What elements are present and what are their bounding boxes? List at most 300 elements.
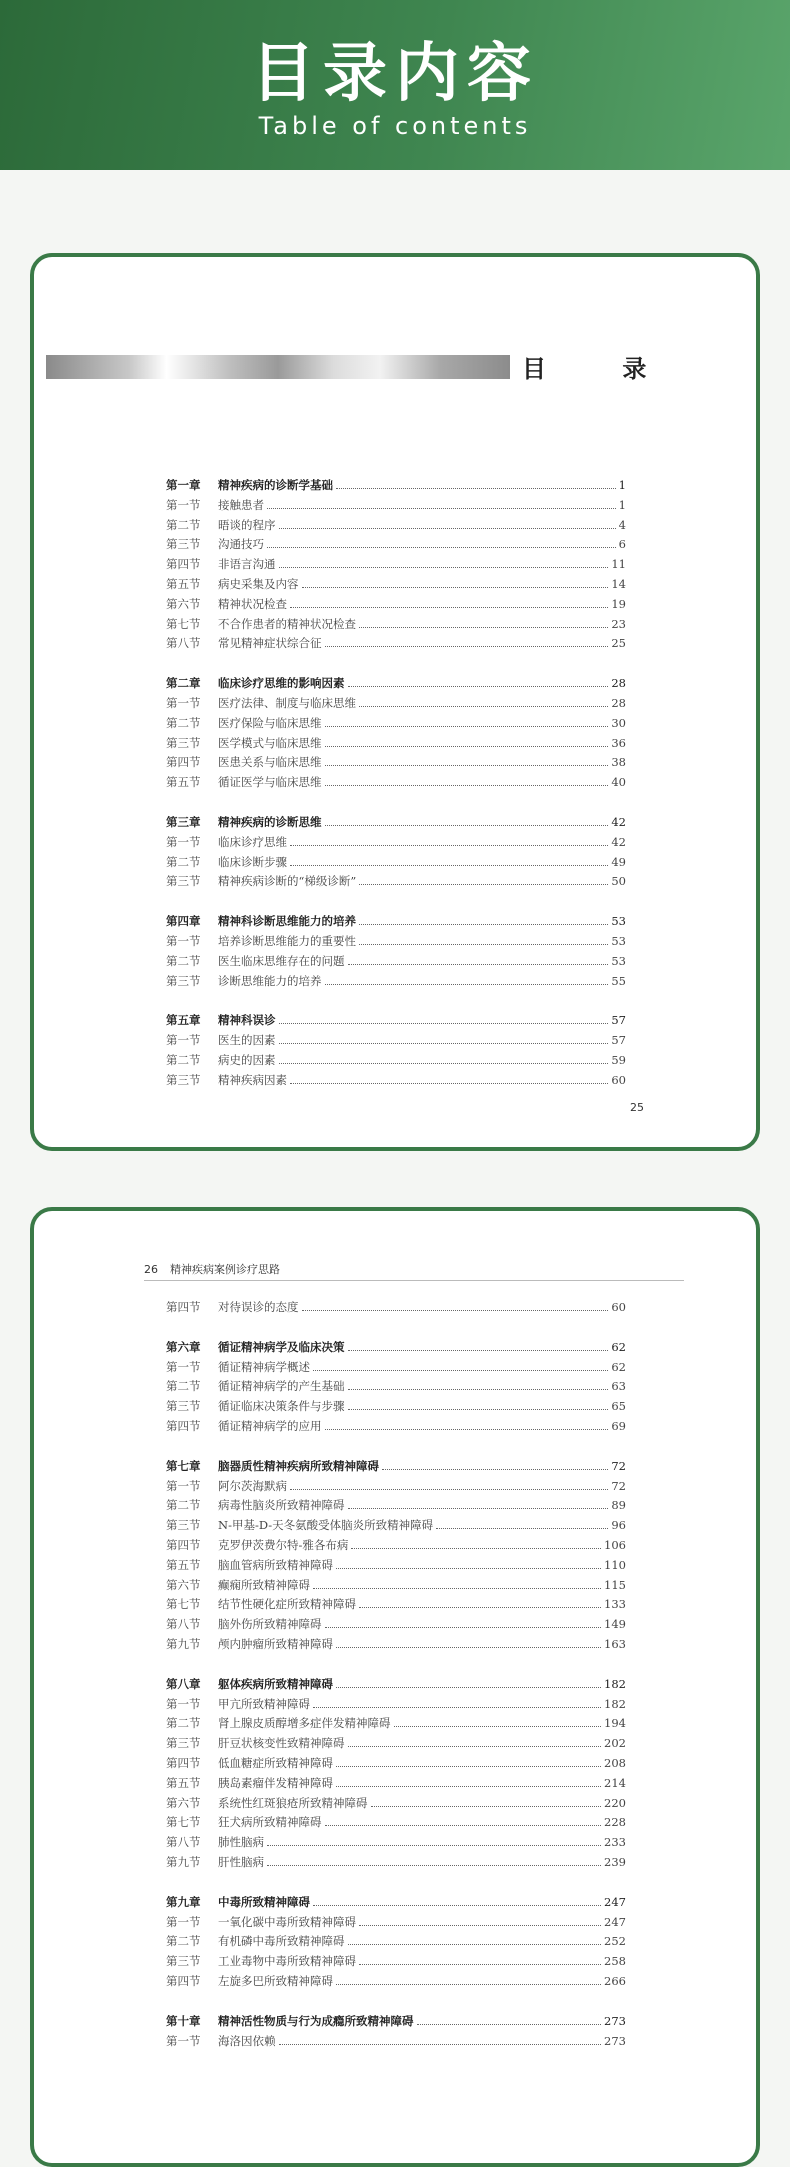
entry-page: 42	[611, 834, 626, 849]
entry-label: 第六节	[166, 1795, 201, 1810]
chapter-group	[166, 477, 626, 655]
entry-page: 28	[611, 695, 626, 710]
section-entry[interactable]	[166, 715, 626, 735]
entry-title: 对待误诊的态度	[218, 1300, 299, 1314]
entry-title: 颅内肿瘤所致精神障碍	[218, 1636, 333, 1651]
entry-label: 第六节	[166, 1577, 201, 1592]
entry-page: 266	[604, 1973, 626, 1988]
dot-leader	[279, 1063, 609, 1064]
entry-title: 接触患者	[218, 497, 264, 512]
dot-leader	[336, 1687, 601, 1688]
entry-label: 第一节	[166, 834, 201, 849]
entry-label: 第四节	[166, 1537, 201, 1552]
entry-label: 第二章	[166, 676, 201, 691]
dot-leader	[351, 1548, 601, 1549]
section-entry[interactable]	[166, 1497, 626, 1517]
toc-heading: 目 录	[522, 355, 681, 383]
dot-leader	[267, 1865, 601, 1866]
entry-label: 第四节	[166, 1300, 201, 1314]
section-entry[interactable]	[166, 576, 626, 596]
entry-title: 癫痫所致精神障碍	[218, 1577, 310, 1592]
dot-leader	[325, 726, 609, 727]
dot-leader	[359, 627, 608, 628]
entry-title: 精神科误诊	[218, 1013, 276, 1028]
entry-title: 循证医学与临床思维	[218, 775, 322, 790]
entry-page: 60	[611, 1072, 626, 1087]
entry-title: 中毒所致精神障碍	[218, 1894, 310, 1909]
section-entry[interactable]	[166, 1636, 626, 1656]
section-entry[interactable]	[166, 1359, 626, 1379]
dot-leader	[348, 1389, 609, 1390]
section-entry[interactable]	[166, 1973, 626, 1993]
entry-title: 阿尔茨海默病	[218, 1478, 287, 1493]
section-entry[interactable]	[166, 1854, 626, 1874]
dot-leader	[290, 1489, 608, 1490]
dot-leader	[313, 1707, 601, 1708]
chapter-entry[interactable]	[166, 1676, 626, 1696]
entry-page: 53	[611, 953, 626, 968]
entry-page: 233	[604, 1835, 626, 1850]
entry-page: 1	[618, 478, 626, 492]
entry-label: 第四节	[166, 1418, 201, 1433]
banner-title: 目录内容	[251, 37, 539, 111]
entry-title: 沟通技巧	[218, 537, 264, 552]
entry-label: 第八章	[166, 1676, 201, 1691]
entry-label: 第二节	[166, 517, 201, 532]
chapter-group	[166, 1894, 626, 1993]
entry-label: 第二节	[166, 854, 201, 869]
section-entry[interactable]	[166, 834, 626, 854]
entry-page: 273	[604, 2013, 626, 2028]
entry-page: 40	[611, 775, 626, 790]
entry-page: 59	[611, 1052, 626, 1067]
chapter-entry[interactable]	[166, 1458, 626, 1478]
dot-leader	[336, 1786, 601, 1787]
dot-leader	[348, 1944, 602, 1945]
section-entry[interactable]	[166, 953, 626, 973]
entry-page: 62	[611, 1339, 626, 1354]
entry-title: 肺性脑病	[218, 1835, 264, 1850]
entry-page: 133	[604, 1597, 626, 1612]
entry-page: 55	[611, 973, 626, 988]
entry-page: 182	[604, 1676, 626, 1691]
entry-label: 第七节	[166, 1815, 201, 1830]
entry-title: 结节性硬化症所致精神障碍	[218, 1597, 356, 1612]
entry-title: 循证精神病学的应用	[218, 1418, 322, 1433]
entry-title: 一氧化碳中毒所致精神障碍	[218, 1914, 356, 1929]
entry-title: 精神疾病的诊断思维	[218, 814, 322, 829]
dot-leader	[313, 1905, 601, 1906]
section-entry[interactable]	[166, 1299, 626, 1319]
entry-label: 第一节	[166, 695, 201, 710]
section-entry[interactable]	[166, 616, 626, 636]
entry-page: 62	[611, 1359, 626, 1374]
dot-leader	[325, 746, 609, 747]
dot-leader	[348, 964, 609, 965]
chapter-entry[interactable]	[166, 913, 626, 933]
dot-leader	[302, 1310, 609, 1311]
entry-page: 6	[618, 537, 626, 552]
entry-page: 42	[611, 814, 626, 829]
entry-page: 30	[611, 715, 626, 730]
entry-page: 72	[611, 1458, 626, 1473]
section-entry[interactable]	[166, 1577, 626, 1597]
section-entry[interactable]	[166, 497, 626, 517]
section-entry[interactable]	[166, 536, 626, 556]
entry-title: 肾上腺皮质醇增多症伴发精神障碍	[218, 1716, 391, 1731]
dot-leader	[394, 1726, 602, 1727]
dot-leader	[313, 1370, 608, 1371]
section-entry[interactable]	[166, 1715, 626, 1735]
entry-label: 第四节	[166, 557, 201, 572]
entry-label: 第三节	[166, 1954, 201, 1969]
dot-leader	[267, 508, 616, 509]
entry-page: 38	[611, 755, 626, 770]
entry-label: 第一章	[166, 478, 201, 492]
entry-label: 第一节	[166, 2033, 201, 2048]
dot-leader	[336, 1647, 601, 1648]
entry-title: 狂犬病所致精神障碍	[218, 1815, 322, 1830]
dot-leader	[348, 1350, 609, 1351]
entry-label: 第三节	[166, 973, 201, 988]
entry-label: 第一节	[166, 1359, 201, 1374]
entry-label: 第三节	[166, 735, 201, 750]
entry-title: 精神疾病诊断的“梯级诊断”	[218, 874, 357, 889]
entry-label: 第五节	[166, 576, 201, 591]
section-entry[interactable]	[166, 1755, 626, 1775]
section-entry[interactable]	[166, 635, 626, 655]
entry-title: 海洛因依赖	[218, 2033, 276, 2048]
entry-label: 第三节	[166, 1518, 201, 1533]
entry-page: 57	[611, 1013, 626, 1028]
dot-leader	[359, 1925, 601, 1926]
entry-page: 115	[604, 1577, 626, 1592]
dot-leader	[348, 686, 609, 687]
section-entry[interactable]	[166, 754, 626, 774]
dot-leader	[325, 646, 609, 647]
entry-title: 脑外伤所致精神障碍	[218, 1617, 322, 1632]
entry-title: 精神疾病的诊断学基础	[218, 478, 333, 492]
section-entry[interactable]	[166, 1735, 626, 1755]
section-entry[interactable]	[166, 1775, 626, 1795]
section-entry[interactable]	[166, 973, 626, 993]
section-entry[interactable]	[166, 1557, 626, 1577]
section-entry[interactable]	[166, 1517, 626, 1537]
dot-leader	[279, 567, 609, 568]
dot-leader	[348, 1409, 609, 1410]
entry-label: 第一节	[166, 1914, 201, 1929]
entry-title: 脑血管病所致精神障碍	[218, 1557, 333, 1572]
entry-page: 182	[604, 1696, 626, 1711]
entry-title: 循证精神病学的产生基础	[218, 1379, 345, 1394]
entry-title: 临床诊断步骤	[218, 854, 287, 869]
chapter-entry[interactable]	[166, 1894, 626, 1914]
entry-label: 第四节	[166, 755, 201, 770]
entry-page: 247	[604, 1914, 626, 1929]
dot-leader	[279, 1043, 609, 1044]
section-entry[interactable]	[166, 1795, 626, 1815]
chapter-group	[166, 814, 626, 893]
entry-page: 96	[611, 1518, 626, 1533]
section-entry[interactable]	[166, 933, 626, 953]
dot-leader	[279, 2044, 602, 2045]
entry-title: 精神科诊断思维能力的培养	[218, 914, 356, 929]
entry-title: 医疗保险与临床思维	[218, 715, 322, 730]
entry-label: 第九节	[166, 1854, 201, 1869]
entry-title: 医患关系与临床思维	[218, 755, 322, 770]
dot-leader	[359, 944, 608, 945]
entry-title: 病毒性脑炎所致精神障碍	[218, 1498, 345, 1513]
entry-title: 工业毒物中毒所致精神障碍	[218, 1954, 356, 1969]
chapter-entry[interactable]	[166, 2013, 626, 2033]
section-entry[interactable]	[166, 1834, 626, 1854]
dot-leader	[336, 1984, 601, 1985]
section-entry[interactable]	[166, 1696, 626, 1716]
dot-leader	[336, 488, 616, 489]
entry-page: 110	[604, 1557, 626, 1572]
section-entry[interactable]	[166, 1933, 626, 1953]
entry-title: 克罗伊茨费尔特-雅各布病	[218, 1537, 349, 1552]
dot-leader	[348, 1508, 609, 1509]
dot-leader	[436, 1528, 608, 1529]
entry-page: 4	[618, 517, 626, 532]
entry-title: 临床诊疗思维	[218, 834, 287, 849]
dot-leader	[302, 587, 609, 588]
entry-label: 第一节	[166, 1696, 201, 1711]
entry-page: 258	[604, 1954, 626, 1969]
entry-label: 第二节	[166, 953, 201, 968]
section-entry[interactable]	[166, 695, 626, 715]
section-entry[interactable]	[166, 517, 626, 537]
chapter-entry[interactable]	[166, 675, 626, 695]
section-entry[interactable]	[166, 1378, 626, 1398]
section-entry[interactable]	[166, 1953, 626, 1973]
dot-leader	[359, 1607, 601, 1608]
running-header	[144, 1261, 684, 1281]
entry-page: 25	[611, 636, 626, 651]
entry-page: 36	[611, 735, 626, 750]
entry-page: 50	[611, 874, 626, 889]
entry-title: 循证精神病学概述	[218, 1359, 310, 1374]
entry-label: 第二节	[166, 1498, 201, 1513]
entry-label: 第三章	[166, 814, 201, 829]
entry-label: 第七章	[166, 1458, 201, 1473]
entry-page: 72	[611, 1478, 626, 1493]
entry-page: 63	[611, 1379, 626, 1394]
entry-title: 不合作患者的精神状况检查	[218, 616, 356, 631]
dot-leader	[290, 865, 608, 866]
entry-label: 第八节	[166, 1617, 201, 1632]
chapter-group	[166, 2013, 626, 2053]
entry-label: 第七节	[166, 616, 201, 631]
entry-page: 89	[611, 1498, 626, 1513]
entry-label: 第九章	[166, 1894, 201, 1909]
dot-leader	[359, 706, 608, 707]
toc-list	[166, 1299, 626, 2072]
dot-leader	[417, 2024, 602, 2025]
entry-label: 第一节	[166, 497, 201, 512]
entry-title: 病史采集及内容	[218, 576, 299, 591]
header-banner	[0, 0, 790, 170]
dot-leader	[382, 1469, 608, 1470]
entry-page: 60	[611, 1300, 626, 1314]
entry-page: 49	[611, 854, 626, 869]
dot-leader	[371, 1806, 602, 1807]
entry-page: 208	[604, 1755, 626, 1770]
entry-label: 第三节	[166, 874, 201, 889]
section-entry[interactable]	[166, 1814, 626, 1834]
entry-title: 有机磷中毒所致精神障碍	[218, 1934, 345, 1949]
entry-page: 214	[604, 1775, 626, 1790]
entry-label: 第六章	[166, 1339, 201, 1354]
entry-page: 247	[604, 1894, 626, 1909]
entry-label: 第四节	[166, 1755, 201, 1770]
entry-title: 医生的因素	[218, 1033, 276, 1048]
section-entry[interactable]	[166, 1032, 626, 1052]
entry-page: 163	[604, 1636, 626, 1651]
section-entry[interactable]	[166, 735, 626, 755]
section-entry[interactable]	[166, 1914, 626, 1934]
entry-title: 晤谈的程序	[218, 517, 276, 532]
dot-leader	[325, 1627, 602, 1628]
section-entry[interactable]	[166, 873, 626, 893]
page-number: 25	[630, 1101, 644, 1114]
section-entry[interactable]	[166, 596, 626, 616]
entry-title: 临床诊疗思维的影响因素	[218, 676, 345, 691]
section-entry[interactable]	[166, 1478, 626, 1498]
dot-leader	[290, 845, 608, 846]
entry-title: 医生临床思维存在的问题	[218, 953, 345, 968]
entry-page: 220	[604, 1795, 626, 1810]
entry-label: 第二节	[166, 1934, 201, 1949]
toc-page-1	[30, 253, 760, 1151]
section-entry[interactable]	[166, 1596, 626, 1616]
entry-label: 第七节	[166, 1597, 201, 1612]
entry-page: 65	[611, 1399, 626, 1414]
entry-page: 53	[611, 933, 626, 948]
section-entry[interactable]	[166, 556, 626, 576]
chapter-group	[166, 1676, 626, 1874]
dot-leader	[290, 607, 608, 608]
entry-label: 第九节	[166, 1636, 201, 1651]
entry-label: 第三节	[166, 1736, 201, 1751]
entry-title: 非语言沟通	[218, 557, 276, 572]
entry-page: 19	[611, 596, 626, 611]
banner-subtitle: Table of contents	[258, 112, 532, 140]
entry-title: 精神活性物质与行为成瘾所致精神障碍	[218, 2013, 414, 2028]
chapter-entry[interactable]	[166, 1339, 626, 1359]
entry-title: 低血糖症所致精神障碍	[218, 1755, 333, 1770]
entry-title: 系统性红斑狼疮所致精神障碍	[218, 1795, 368, 1810]
chapter-entry[interactable]	[166, 814, 626, 834]
entry-page: 14	[611, 576, 626, 591]
entry-title: 精神疾病因素	[218, 1072, 287, 1087]
section-entry[interactable]	[166, 1072, 626, 1092]
dot-leader	[290, 1083, 608, 1084]
entry-page: 28	[611, 676, 626, 691]
entry-title: 精神状况检查	[218, 596, 287, 611]
entry-page: 1	[618, 497, 626, 512]
entry-title: 甲亢所致精神障碍	[218, 1696, 310, 1711]
entry-label: 第四节	[166, 1973, 201, 1988]
chapter-group	[166, 675, 626, 794]
entry-title: N-甲基-D-天冬氨酸受体脑炎所致精神障碍	[218, 1518, 434, 1533]
section-entry[interactable]	[166, 1398, 626, 1418]
entry-page: 273	[604, 2033, 626, 2048]
dot-leader	[359, 924, 608, 925]
entry-title: 躯体疾病所致精神障碍	[218, 1676, 333, 1691]
toc-page-2	[30, 1207, 760, 2167]
chapter-entry[interactable]	[166, 477, 626, 497]
entry-label: 第八节	[166, 1835, 201, 1850]
dot-leader	[348, 1746, 602, 1747]
entry-page: 252	[604, 1934, 626, 1949]
entry-page: 69	[611, 1418, 626, 1433]
running-page-number: 26	[144, 1263, 158, 1276]
chapter-group	[166, 1458, 626, 1656]
section-entry[interactable]	[166, 2033, 626, 2053]
entry-label: 第八节	[166, 636, 201, 651]
dot-leader	[336, 1766, 601, 1767]
toc-list	[166, 477, 626, 1112]
entry-label: 第五节	[166, 1775, 201, 1790]
entry-page: 239	[604, 1854, 626, 1869]
entry-label: 第五节	[166, 775, 201, 790]
section-entry[interactable]	[166, 774, 626, 794]
entry-label: 第二节	[166, 1716, 201, 1731]
entry-title: 左旋多巴所致精神障碍	[218, 1973, 333, 1988]
entry-label: 第二节	[166, 1379, 201, 1394]
section-entry[interactable]	[166, 1616, 626, 1636]
entry-label: 第一节	[166, 1033, 201, 1048]
section-entry[interactable]	[166, 1052, 626, 1072]
chapter-group	[166, 1339, 626, 1438]
dot-leader	[313, 1588, 601, 1589]
dot-leader	[359, 1964, 601, 1965]
entry-label: 第三节	[166, 1072, 201, 1087]
entry-page: 57	[611, 1033, 626, 1048]
entry-page: 23	[611, 616, 626, 631]
chapter-group	[166, 913, 626, 992]
dot-leader	[325, 765, 609, 766]
dot-leader	[359, 884, 608, 885]
section-entry[interactable]	[166, 1537, 626, 1557]
dot-leader	[267, 547, 616, 548]
dot-leader	[325, 785, 609, 786]
dot-leader	[325, 1429, 609, 1430]
entry-title: 脑器质性精神疾病所致精神障碍	[218, 1458, 379, 1473]
dot-leader	[279, 1023, 609, 1024]
entry-page: 106	[604, 1537, 626, 1552]
section-entry[interactable]	[166, 854, 626, 874]
entry-label: 第五节	[166, 1557, 201, 1572]
entry-page: 149	[604, 1617, 626, 1632]
entry-title: 常见精神症状综合征	[218, 636, 322, 651]
entry-label: 第四章	[166, 914, 201, 929]
chapter-entry[interactable]	[166, 1012, 626, 1032]
section-entry[interactable]	[166, 1418, 626, 1438]
dot-leader	[325, 984, 609, 985]
entry-label: 第一节	[166, 933, 201, 948]
entry-label: 第六节	[166, 596, 201, 611]
entry-page: 11	[611, 557, 626, 572]
entry-title: 医学模式与临床思维	[218, 735, 322, 750]
entry-page: 202	[604, 1736, 626, 1751]
entry-page: 228	[604, 1815, 626, 1830]
entry-title: 循证精神病学及临床决策	[218, 1339, 345, 1354]
entry-title: 培养诊断思维能力的重要性	[218, 933, 356, 948]
entry-label: 第一节	[166, 1478, 201, 1493]
